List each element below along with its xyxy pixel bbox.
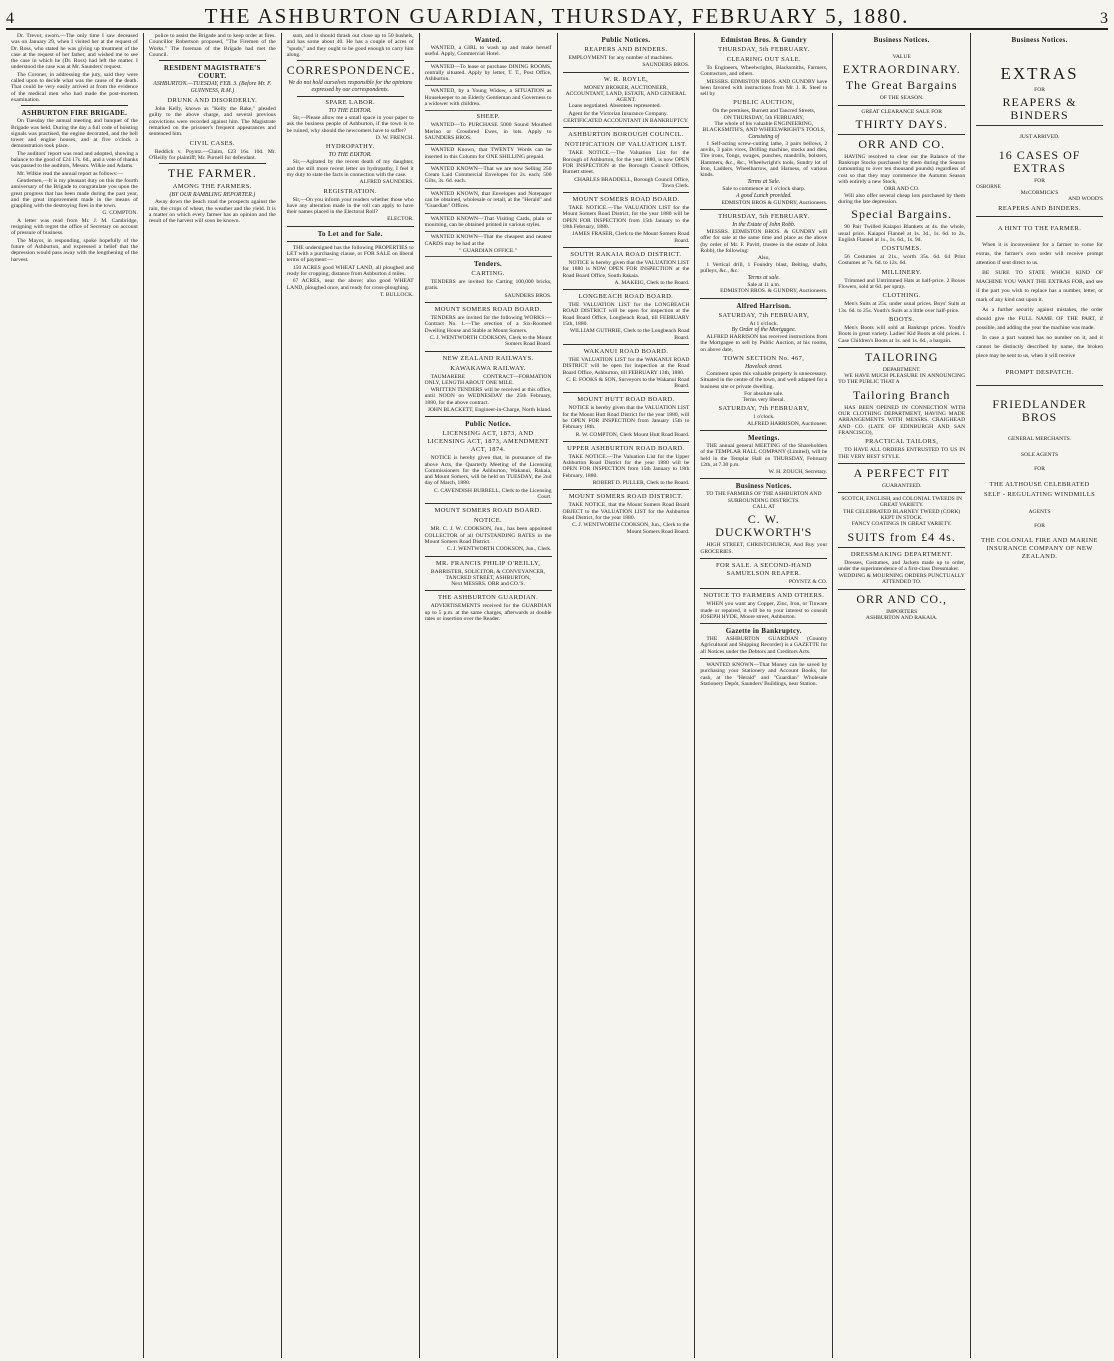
signature: D. W. FRENCH. bbox=[375, 135, 414, 142]
ad-text: " GUARDIAN OFFICE." bbox=[459, 247, 517, 254]
signature: ELECTOR. bbox=[387, 216, 414, 223]
subheading: KAWAKAWA RAILWAY. bbox=[450, 364, 526, 372]
ad-text: NOTICE is hereby given that the VALUATION LIST for 1880 is NOW OPEN FOR INSPECTION at the Road Board Office, South Rakaia. bbox=[562, 259, 690, 279]
ad-title: The Great Bargains bbox=[845, 78, 958, 93]
ad-title: ORR AND CO. bbox=[858, 136, 946, 151]
ad-text: WE HAVE MUCH PLEASURE IN ANNOUNCING TO THE PUBLIC THAT A bbox=[838, 373, 966, 386]
ad-text: OF THE SEASON. bbox=[879, 95, 924, 102]
ad-text: MESSRS. EDMISTON BROS. & GUNDRY will offer for sale at the same time and place as the above (by order of Mr. F. Pavitt, trustee in the estate of John Robb), the following: bbox=[700, 229, 828, 254]
signature: POYNTZ & CO. bbox=[788, 578, 828, 585]
ad-text: At 1 o'clock. bbox=[749, 320, 779, 327]
ad-text: ORR AND CO. bbox=[884, 186, 920, 193]
signature: SAUNDERS BROS. bbox=[504, 292, 552, 299]
ad-text: THE CELEBRATED BLARNEY TWEED (CORK) KEPT IN STOCK. bbox=[843, 508, 961, 521]
article-text: Gentlemen,—It is my pleasant duty on this the fourth anniversary of the Brigade to congratulate you upon the great progress that has been made during the past year, and the great improvement made in the means of grappling with the destroying fires in the town. bbox=[11, 177, 138, 210]
signature: C. J. WENTWORTH COOKSON, Clerk to the Mount Somers Road Board. bbox=[429, 334, 552, 348]
ad-text: ADVERTISEMENTS received for the GUARDIAN up to 5 p.m. at the same charges, afterwards at double rates or insertion over the Reader. bbox=[424, 603, 552, 623]
ad-text: ALFRED HARRISON has received instructions from the Mortgagee to sell by Public Auction, at his rooms, on above date, bbox=[700, 334, 828, 353]
subheading: AMONG THE FARMERS. bbox=[172, 183, 252, 191]
ad-text: Will also offer several cheap lots purchased by them during the late depression. bbox=[838, 192, 966, 205]
masthead-title: THE ASHBURTON GUARDIAN, THURSDAY, FEBRUARY 5, 1880. bbox=[204, 4, 910, 28]
byline: (BY OUR RAMBLING REPORTER.) bbox=[169, 192, 256, 199]
subheading: THE ALTHOUSE CELEBRATED bbox=[989, 480, 1090, 488]
ad-text: 1 Self-acting screw-cutting lathe, 3 pairs bellows, 2 anvils, 3 pairs vices, Drilling machine, stocks and dies, Tire irons, Tongs, swages, punches, mandrills, bolsters, Hammers, &c., &c., Wheelwright's tools, Sundry lot of Iron, Ladders, Wheelbarrow, and Harness, of various kinds. bbox=[700, 140, 828, 179]
article-text: Mr. Wilkie read the annual report as follows:— bbox=[17, 170, 123, 177]
heading-public-notices: Public Notices. bbox=[601, 36, 651, 44]
subheading: SHEEP. bbox=[476, 113, 500, 121]
ad-text: FOR bbox=[1034, 522, 1045, 529]
subheading: UPPER ASHBURTON ROAD BOARD. bbox=[567, 444, 685, 452]
ad-text: IMPORTERS bbox=[886, 608, 918, 615]
column-3 bbox=[282, 33, 420, 1358]
letter-to: TO THE EDITOR. bbox=[328, 152, 372, 159]
date: THURSDAY, 5th FEBRUARY. bbox=[718, 213, 810, 221]
column-4 bbox=[420, 33, 558, 1358]
ad-text: DEPARTMENT. bbox=[882, 366, 921, 373]
subheading: LICENSING ACT, 1873, AND LICENSING ACT, 1873, AMENDMENT ACT, 1874. bbox=[427, 430, 549, 454]
article-text: John Kelly, known as "Kelly the Rake," pleaded guilty to the above charge, and several previous convictions were recorded against him. The Magistrate remarked on the prisoner's frequent appearances and sentenced him. bbox=[148, 106, 276, 138]
ad-text: WRITTEN TENDERS will be received at this office, until NOON on WEDNESDAY the 25th February, 1880, for the above contract. bbox=[424, 387, 552, 406]
subheading: REAPERS AND BINDERS. bbox=[998, 204, 1082, 212]
ad-text: To Engineers, Wheelwrights, Blacksmiths, Farmers, Contractors, and others. bbox=[700, 65, 828, 78]
ad-text: WANTED KNOWN—That the cheapest and neatest CARDS may be had at the bbox=[424, 234, 552, 247]
subheading: CIVIL CASES. bbox=[189, 139, 235, 147]
subheading: TOWN SECTION No. 467, bbox=[723, 354, 805, 362]
ad-title: A PERFECT FIT bbox=[853, 465, 950, 480]
ad-text: SOLE AGENTS bbox=[1020, 452, 1059, 459]
ad-text: In case a part wanted has no number on it, and it cannot be distinctly described by name, the broken piece may be sent to us, when it will receive bbox=[976, 334, 1103, 359]
ad-text: THE VALUATION LIST for the LONGBEACH ROAD DISTRICT will be open for inspection at the Road Board Office, Longbeach Road, till FEBRUARY 15th, 1880. bbox=[562, 302, 690, 328]
subheading: REAPERS AND BINDERS. bbox=[584, 46, 668, 53]
masthead bbox=[6, 4, 1108, 30]
heading-the-farmer: THE FARMER. bbox=[167, 166, 257, 181]
ad-text: VALUE bbox=[892, 54, 911, 60]
ad-text: 1 Vertical drill, 1 Foundry blast, Belting, shafts, pulleys, &c., &c. bbox=[700, 261, 828, 274]
page-number: 3 bbox=[1100, 10, 1108, 27]
subheading: NOTIFICATION OF VALUATION LIST. bbox=[564, 141, 688, 149]
ad-text: For absolute sale. bbox=[744, 390, 784, 397]
ad-text: THE annual general MEETING of the Shareholders of the TEMPLAR HALL COMPANY (Limited), will be held in the Templar Hall on THURSDAY, February 12th, at 7.30 p.m. bbox=[700, 442, 828, 468]
column-8 bbox=[971, 33, 1108, 1358]
ad-text: 90 Pair Twilled Kaiapoi Blankets at 4s. the whole, usual price. Kaiapoi Flannel at 1s. 3d., 1s. 6d. to 2s. English Flannel at 1s., 1s. 6d., 1s. 9d. bbox=[838, 224, 966, 243]
subheading: MOUNT SOMERS ROAD BOARD. bbox=[434, 306, 542, 314]
ad-text: GENERAL MERCHANTS. bbox=[1007, 435, 1072, 442]
ad-text: CALL AT bbox=[752, 504, 775, 511]
subheading: THE ASHBURTON GUARDIAN. bbox=[437, 594, 539, 602]
ad-text: As a further security against mistakes, the order should give the FULL NAME OF THE PART, if possible, and adding the year the machine was made. bbox=[976, 306, 1103, 331]
letter-title: HYDROPATHY. bbox=[325, 143, 375, 151]
ad-text: WANTED KNOWN—That Money can be saved by purchasing your Stationery and Account Books, for cash, at the "Herald" and "Guardian" Wholesale Stationery Depôt, Saunders' Buildings, near Station. bbox=[700, 662, 828, 687]
ad-title: ORR AND CO., bbox=[856, 591, 948, 606]
subheading: NEW ZEALAND RAILWAYS. bbox=[442, 354, 534, 362]
column-5 bbox=[558, 33, 696, 1358]
ad-text: Also, bbox=[757, 255, 770, 262]
signature: R. W. COMPTON, Clerk Mount Hutt Road Board. bbox=[575, 431, 690, 438]
ad-title: TAILORING bbox=[865, 349, 939, 364]
article-text: sum, and it should thrash out close up to 50 bushels, and has some about 40. He has a couple of acres of "spuds," and they ought to be good enough to carry him along. bbox=[286, 33, 414, 58]
ad-text: THE VALUATION LIST for the WAKANUI ROAD DISTRICT will be open for inspection at the Road Board Office, Ashburton, till FEBRUARY 13th, 1880. bbox=[562, 356, 690, 376]
letter-text: Sir,—On you inform your readers whether those who have any alteration made in the roll can apply to have their names placed in the Electoral Roll? bbox=[286, 196, 414, 216]
signature: C. CAVENDISH BURRELL, Clerk to the Licensing Court. bbox=[433, 487, 552, 501]
ad-text: AGENTS bbox=[1028, 508, 1051, 515]
ad bbox=[425, 234, 552, 257]
ad-text: TAKE NOTICE, that the Mount Somers Road Board OBJECT to the VALUATION LIST for the Ashburton Road District, for the year 1880. bbox=[562, 502, 690, 521]
signature: C. J. WENTWORTH COOKSON, Jun., Clerk to the Mount Somers Road Board. bbox=[572, 522, 690, 535]
heading-gazette: Gazette in Bankruptcy. bbox=[725, 627, 802, 636]
ad bbox=[425, 64, 552, 87]
ad-title: MR. FRANCIS PHILIP O'REILLY, bbox=[435, 559, 541, 567]
ad-text: McCORMICK'S bbox=[1020, 190, 1059, 197]
heading-rm-court: RESIDENT MAGISTRATE'S COURT. bbox=[163, 64, 261, 81]
letter-text: Sir,—Agitated by the recent death of my daughter, and the still more recent letter on hydropathy, I feel it my duty to state the facts in connection with the case. bbox=[286, 159, 414, 178]
ad-text: WANTED, a GIRL to wash up and make herself useful. Apply, Commercial Hotel. bbox=[424, 45, 552, 58]
signature: W. H. ZOUCH, Secretary. bbox=[768, 469, 828, 476]
subheading: CARTING. bbox=[471, 270, 505, 278]
ad-text: EMPLOYMENT for any number of machines. bbox=[568, 55, 674, 61]
subheading: We do not hold ourselves responsible for the opinions expressed by our correspondents. bbox=[288, 80, 413, 94]
ad-text: Terms at sale. bbox=[747, 275, 780, 282]
ad-text: WEDDING & MOURNING ORDERS PUNCTUALLY ATTENDED TO. bbox=[838, 573, 965, 586]
ad-text: THE undersigned has the following PROPERTIES to LET with a purchasing clause, or FOR SALE on liberal terms of payment:— bbox=[286, 244, 414, 264]
ad-title: Tailoring Branch bbox=[852, 387, 951, 402]
ad-text: 67 ACRES, near the above; also good WHEAT LAND, ploughed once, and ready for cross-ploughing. bbox=[286, 278, 414, 291]
ad-text: HAS BEEN OPENED IN CONNECTION WITH OUR CLOTHING DEPARTMENT, HAVING MADE ARRANGEMENTS WITH MESSRS. CRAIGHEAD AND CO. (LATE OF EDINBURGH AND SAN FRANCISCO), bbox=[838, 404, 966, 436]
ad-text: Men's Suits at 25s. under usual prices. Boys' Suits at 13s. 6d. to 25s. Youth's Suits at a little over half-price. bbox=[838, 301, 966, 314]
subheading: COSTUMES. bbox=[881, 245, 922, 253]
article-text: Reddick v. Poyntz.—Claim, £23 16s. 10d. Mr. O'Reilly for plaintiff; Mr. Purnell for defendant. bbox=[148, 148, 276, 161]
subheading: MOUNT HUTT ROAD BOARD. bbox=[577, 396, 675, 404]
ad bbox=[425, 191, 552, 214]
ad-text: Trimmed and Untrimmed Hats at half-price. 2 Boxes Flowers, sold at 6d. per spray. bbox=[838, 277, 966, 291]
ad-text: TENDERS are invited for the following WORKS:— Contract No. 1.—The erection of a Six-Roomed Dwelling House and Stable at Mount Somers. bbox=[424, 315, 552, 334]
ad-text: NOTICE is hereby given that the VALUATION LIST for the Mount Hutt Road District for the year 1880, will be OPEN FOR INSPECTION from January 15th to February 18th. bbox=[562, 405, 690, 431]
article-text: The auditors' report was read and adopted, showing a balance to the good of £24 17s. 6d., and a vote of thanks was passed to the auditors, Messrs. Wilkie and Adams. bbox=[11, 150, 138, 170]
heading-harrison: Alfred Harrison. bbox=[736, 301, 792, 310]
heading-tenders: Tenders. bbox=[474, 260, 503, 269]
heading-business-notices: Business Notices. bbox=[1011, 36, 1068, 44]
heading-meetings: Meetings. bbox=[747, 433, 780, 442]
subheading: WAKANUI ROAD BOARD. bbox=[583, 347, 669, 355]
subheading: NOTICE. bbox=[473, 517, 503, 525]
subheading: PRACTICAL TAILORS, bbox=[865, 438, 939, 446]
ad-text: ACCOUNTANT, LAND, ESTATE, AND GENERAL AGENT. bbox=[565, 90, 687, 104]
signature: EDMISTON BROS & GUNDRY, Auctioneers. bbox=[721, 199, 828, 206]
subheading: THE COLONIAL FIRE AND MARINE INSURANCE COMPANY OF NEW ZEALAND. bbox=[981, 537, 1098, 561]
ad-text: HAVING resolved to clear out the Balance of the Bankrupt Stocks purchased by them during the Season (amounting to over ten thousand pounds) regardless of cost so that they may commence the Autumn Season with entirely a new Stock, bbox=[838, 153, 966, 186]
ad-text: GREAT CLEARANCE SALE FOR bbox=[861, 108, 942, 115]
signature: T. BULLOCK. bbox=[380, 291, 414, 298]
ad-text: THE ASHBURTON GUARDIAN (Country Agricultural and Shipping Recorder) is a GAZETTE for all Notices under the Debtors and Creditors Acts. bbox=[700, 636, 828, 655]
ad-text: WANTED—To PURCHASE 5000 Sound Mouthed Merino or Crossbred Ewes, in lots. Apply to SAUNDERS BROS. bbox=[424, 122, 552, 141]
signature: G. COMPTON. bbox=[102, 210, 138, 217]
ad-text: Havelock street. bbox=[745, 363, 783, 370]
ad-title: FOR SALE. A SECOND-HAND SAMUELSON REAPER. bbox=[716, 561, 812, 577]
signature: C. J. WENTWORTH COOKSON, Jun., Clerk. bbox=[446, 546, 552, 553]
ad-text: Terms at Sale. bbox=[747, 179, 781, 186]
ad-title: Special Bargains. bbox=[851, 207, 953, 222]
ad bbox=[425, 45, 552, 62]
column-7 bbox=[833, 33, 971, 1358]
ad-text: FANCY COATINGS IN GREAT VARIETY. bbox=[851, 521, 952, 528]
ad bbox=[425, 122, 552, 145]
subheading: NOTICE TO FARMERS AND OTHERS. bbox=[703, 592, 825, 600]
ad-title: SUITS from £4 4s. bbox=[847, 529, 956, 544]
ad-text: Sale to commence at 1 o'clock sharp. bbox=[722, 186, 806, 193]
subheading: SELF - REGULATING WINDMILLS bbox=[983, 490, 1096, 498]
ad-text: WANTED KNOWN, that Envelopes and Notepaper can be obtained, wholesale or retail, at the "Herald" and "Guardian" Offices. bbox=[424, 190, 552, 210]
ad-text: MESSRS. EDMISTON BROS. AND GUNDRY have been favored with instructions from Mr. J. R. Steel to sell by bbox=[700, 78, 828, 98]
ad-title: 16 CASES OF EXTRAS bbox=[998, 147, 1081, 175]
ad-text: Terms very liberal. bbox=[742, 397, 785, 404]
subheading: SOUTH RAKAIA ROAD DISTRICT. bbox=[570, 250, 682, 258]
ad-text: JUST ARRIVED. bbox=[1019, 134, 1060, 141]
ad-text: By Order of the Mortgagee. bbox=[731, 327, 796, 334]
ad-text: FOR bbox=[1034, 466, 1045, 473]
subheading: A HINT TO THE FARMER. bbox=[997, 224, 1082, 232]
article-text: A letter was read from Mr. J. M. Cambridge, resigning with regret the office of Secretary on account of pressure of business. bbox=[11, 217, 138, 237]
ad-text: Sale at 11 a.m. bbox=[747, 282, 781, 289]
subheading: ASHBURTON BOROUGH COUNCIL. bbox=[568, 131, 684, 139]
date: SATURDAY, 7th FEBRUARY, bbox=[718, 311, 810, 319]
subheading: PUBLIC AUCTION, bbox=[733, 99, 795, 107]
ad-text: ASHBURTON AND RAKAIA. bbox=[865, 615, 938, 622]
ad-title: REAPERS & BINDERS bbox=[1002, 95, 1077, 123]
ad-text: Loans negotiated. Absentees represented. bbox=[568, 103, 661, 110]
ad-text: WANTED KNOWN—That Visiting Cards, plain or mourning, can be obtained printed in various styles. bbox=[424, 215, 552, 228]
article-text: On Tuesday the annual meeting and banquet of the Brigade was held. During the day a full code of hoisting signals was practised, the engine decorated, and the bell tower and engine houses, and at five o'clock a demonstration took place. bbox=[11, 118, 138, 150]
ad bbox=[425, 216, 552, 233]
article-text: The Mayor, in responding, spoke hopefully of the future of Ashburton, and expressed a belief that the depression would pass away with the lengthening of the harvest. bbox=[11, 237, 138, 263]
signature: SAUNDERS BROS. bbox=[642, 62, 690, 69]
ad-text: Dresses, Costumes, and Jackets made up to order, under the superintendence of a first-class Dressmaker. bbox=[838, 559, 966, 572]
ad-text: Men's Boots will sold at Bankrupt prices. Youth's Boots in great variety. Ladies' Kid Boots at old prices. 1 Case Children's Boots at 1s. and 1s. 6d., a bargain. bbox=[838, 324, 966, 344]
subheading: LONGBEACH ROAD BOARD. bbox=[578, 293, 674, 301]
ad-text: WHEN you want any Copper, Zinc, Iron, or Tinware made or repaired, it will be to your interest to consult JOSEPH HYDE, Moore street, Ashburton. bbox=[700, 601, 828, 620]
ad-text: TO HAVE ALL ORDERS ENTRUSTED TO US IN THE VERY BEST STYLE. bbox=[838, 447, 966, 460]
ad-text: TENDERS are invited for Carting 100,000 bricks, gratis. bbox=[424, 279, 552, 292]
ad-text: CERTIFICATED ACCOUNTANT IN BANKRUPTCY. bbox=[563, 118, 689, 125]
subheading: MOUNT SOMERS ROAD BOARD. bbox=[434, 507, 542, 515]
signature: ALFRED HARRISON, Auctioneer. bbox=[747, 420, 828, 427]
ad-text: FOR bbox=[1034, 87, 1045, 93]
ad-text: MONEY BROKER, AUCTIONEER, bbox=[583, 84, 668, 91]
ad-text: Comment upon this valuable property is unnecessary. Situated in the centre of the town, and well adapted for a business site or private dwelling. bbox=[700, 370, 828, 390]
ad-title: EXTRAORDINARY. bbox=[842, 62, 961, 77]
ad-text: TAKE NOTICE.—The Valuation List for the Upper Ashburton Road District for the year 1880 will be OPEN FOR INSPECTION from 15th January to 18th February, 1880. bbox=[562, 453, 690, 479]
ad-text: Agent for the Victorian Insurance Company. bbox=[568, 110, 668, 117]
ad-text: BE SURE TO STATE WHICH KIND OF MACHINE YOU WANT THE EXTRAS FOR, and see if the part you wish to replace has a number, letter, or mark of any kind cast upon it. bbox=[976, 269, 1103, 303]
signature: WILLIAM GUTHRIE, Clerk to the Longbeach Road Board. bbox=[569, 328, 690, 341]
ad-title: C. W. DUCKWORTH'S bbox=[715, 512, 813, 540]
ad-text: 150 ACRES good WHEAT LAND, all ploughed and ready for cropping; distance from Ashburton 4 miles. bbox=[286, 264, 414, 277]
article-text: The Coroner, in addressing the jury, said they were called upon to decide what was the cause of the death. That could be very easily arrived at from the evidence of the medical men who had made the post-mortem examination. bbox=[11, 71, 138, 103]
ad-text: When it is inconvenient for a farmer to come for extras, the farmer's own order will receive prompt attention if sent direct to us. bbox=[976, 241, 1103, 266]
ad-text: TANCRED STREET, ASHBURTON, bbox=[445, 574, 531, 581]
column-6 bbox=[695, 33, 833, 1358]
ad-text: A good Lunch provided. bbox=[735, 192, 792, 199]
ad-text: OSBORNE bbox=[976, 183, 1001, 190]
signature: CHARLES BRADDELL, Borough Council Office, Town Clerk. bbox=[574, 176, 690, 189]
heading-business-notices: Business Notices. bbox=[735, 482, 792, 491]
letter-title: REGISTRATION. bbox=[323, 187, 377, 195]
ad-title: W. R. ROYLE, bbox=[603, 75, 649, 83]
columns bbox=[6, 33, 1108, 1358]
subheading: MOUNT SOMERS ROAD DISTRICT. bbox=[568, 493, 684, 501]
ad-text: In the Estate of John Robb. bbox=[732, 222, 796, 229]
subheading: DRUNK AND DISORDERLY. bbox=[167, 97, 258, 105]
ad-text: BARRISTER, SOLICITOR, & CONVEYANCER, bbox=[430, 568, 546, 575]
ad-text: WANTED, by a Young Widow, a SITUATION as Housekeeper to an Elderly Gentleman and Governess to a widower with children. bbox=[424, 88, 552, 108]
letter-title: SPARE LABOR. bbox=[325, 99, 376, 107]
ad-text: Next MESSRS. ORR and CO.'S. bbox=[451, 581, 525, 588]
subheading: MILLINERY. bbox=[881, 268, 922, 276]
ad-text: GUARANTEED. bbox=[881, 482, 922, 489]
subheading: MOUNT SOMERS ROAD BOARD. bbox=[572, 196, 680, 204]
heading-public-notice: Public Notice. bbox=[465, 420, 511, 429]
subheading: DRESSMAKING DEPARTMENT. bbox=[850, 550, 953, 558]
article-text: Away down the beach road the prospects against the rain, the crops of wheat, the weather and the yield. It is a matter on which every farmer has an opinion and the result of the harvest will soon be known. bbox=[148, 199, 276, 225]
issue-number: 4 bbox=[6, 10, 14, 27]
ad-text: On the premises, Burnett and Tancred Streets, bbox=[712, 108, 816, 115]
column-1 bbox=[6, 33, 144, 1358]
subheading: CLOTHING. bbox=[882, 292, 921, 300]
date: SATURDAY, 7th FEBRUARY, bbox=[718, 405, 810, 413]
subheading: ASHBURTON.—TUESDAY, FEB. 3. (Before Mr. F. GUINNESS, R.M.) bbox=[153, 81, 272, 95]
heading-edmiston: Edmiston Bros. & Gundry bbox=[720, 36, 807, 44]
signature: EDMISTON BROS. & GUNDRY, Auctioneers. bbox=[720, 288, 828, 295]
ad-text: TAKE NOTICE.—The Valuation List for the Borough of Ashburton, for the year 1880, is now OPEN FOR INSPECTION at the Borough Council Offices, Burnett street. bbox=[562, 150, 690, 176]
ad-text: TO THE FARMERS OF THE ASHBURTON AND SURROUNDING DISTRICTS. bbox=[706, 491, 822, 504]
ad-text: HIGH STREET, CHRISTCHURCH, And Buy your GROCERIES. bbox=[700, 542, 828, 555]
signature: ROBERT D. PULLER, Clerk to the Board. bbox=[592, 480, 690, 487]
ad-text: TAUMARERE CONTRACT—FORMATION ONLY, LENGTH ABOUT ONE MILE. bbox=[424, 373, 552, 386]
ad-text: TAKE NOTICE.—The VALUATION LIST for the Mount Somers Road District, for the year 1880 will be OPEN FOR INSPECTION from 15th January to the 18th February, 1880. bbox=[562, 205, 690, 231]
ad-text: Consisting of bbox=[748, 133, 780, 140]
letter-to: TO THE EDITOR. bbox=[328, 108, 372, 115]
ad-text: WANTED KNOWN—That we are now Selling 250 Cream Laid Commercial Envelopes for 2s. each; 500 Gilts, 3s. 6d. each. bbox=[424, 165, 552, 185]
heading-wanted: Wanted. bbox=[474, 36, 502, 44]
ad-text: AND WOOD'S bbox=[1068, 196, 1103, 203]
ad-text: FOR bbox=[1034, 177, 1045, 184]
signature: C. E. FOOKS & SON, Surveyors to the Wakanui Road Board. bbox=[566, 376, 690, 390]
ad-title: EXTRAS bbox=[1000, 64, 1079, 83]
ad-text: NOTICE is hereby given that, in pursuance of the above Acts, the Quarterly Meeting of the Licensing Commissioners for the Ashburton, Wakanui, Rakaia, and Mount Somers, will be held on TUESDAY, the 2nd day of March, 1880. bbox=[424, 455, 552, 487]
heading-business-notices: Business Notices. bbox=[873, 36, 930, 44]
heading-correspondence: CORRESPONDENCE. bbox=[286, 63, 416, 78]
ad bbox=[425, 88, 552, 111]
ad-text: MR. C. J. W. COOKSON, Jun., has been appointed COLLECTOR of all OUTSTANDING RATES in the Mount Somers Road District. bbox=[424, 526, 552, 545]
ad-text: SCOTCH, ENGLISH, and COLONIAL TWEEDS IN GREAT VARIETY. bbox=[841, 496, 963, 509]
date: THURSDAY, 5th FEBRUARY. bbox=[718, 46, 810, 53]
subheading: CLEARING OUT SALE. bbox=[726, 56, 802, 63]
letter-text: Sir,—Please allow me a small space in your paper to ask the business people of Ashburton, if the town is to be ruined, why should the newcomers have to suffer? bbox=[286, 115, 414, 134]
ad-text: WANTED—To lease or purchase DINING ROOMS, centrally situated. Apply by letter, T. T., Post Office, Ashburton. bbox=[424, 63, 552, 83]
ad-title: THIRTY DAYS. bbox=[855, 116, 948, 131]
ad-text: 56 Costumes at 21s., worth 35s. 6d. 64 Print Costumes at 7s. 6d. to 12s. 6d. bbox=[838, 254, 966, 267]
ad bbox=[425, 147, 552, 164]
subheading: PROMPT DESPATCH. bbox=[1005, 368, 1074, 376]
ad-text: ON THURSDAY, 5th FEBRUARY, bbox=[723, 114, 804, 121]
signature: JOHN BLACKETT, Engineer-in-Charge, North Island. bbox=[427, 406, 552, 413]
heading-fire-brigade: ASHBURTON FIRE BRIGADE. bbox=[21, 109, 128, 118]
subheading: BOOTS. bbox=[889, 315, 915, 323]
signature: JAMES FRASER, Clerk to the Mount Somers Road Board. bbox=[572, 231, 690, 244]
ad bbox=[425, 166, 552, 189]
ad-text: The whole of his valuable ENGINEERING, BLACKSMITH'S, AND WHEELWRIGHT'S TOOLS, bbox=[702, 121, 826, 134]
signature: ALFRED SAUNDERS. bbox=[359, 179, 414, 186]
ad-text: WANTED Known, that TWENTY Words can be inserted in this Column for ONE SHILLING prepaid. bbox=[424, 147, 552, 160]
article-text: Dr. Trevor, sworn.—The only time I saw deceased was on January 29, when I visited her at the request of Dr. Ross, who stated he was giving up treatment of the case at the request of her father, and wished me to see the case in which he (Dr. Ross) had left the matter. I understood the case was at Mr. Saunders' request. bbox=[11, 33, 138, 71]
article-text: police to assist the Brigade and to keep order at fires. Councillor Robertson proposed, "The Firemen of the Works." The foreman of the Brigade had met the Council. bbox=[148, 33, 276, 58]
ad-text: 1 o'clock. bbox=[753, 414, 775, 421]
heading-to-let: To Let and for Sale. bbox=[317, 229, 383, 238]
signature: A. MAKEIG, Clerk to the Board. bbox=[614, 279, 690, 286]
ad-title: FRIEDLANDER BROS bbox=[992, 396, 1087, 424]
column-2 bbox=[144, 33, 282, 1358]
